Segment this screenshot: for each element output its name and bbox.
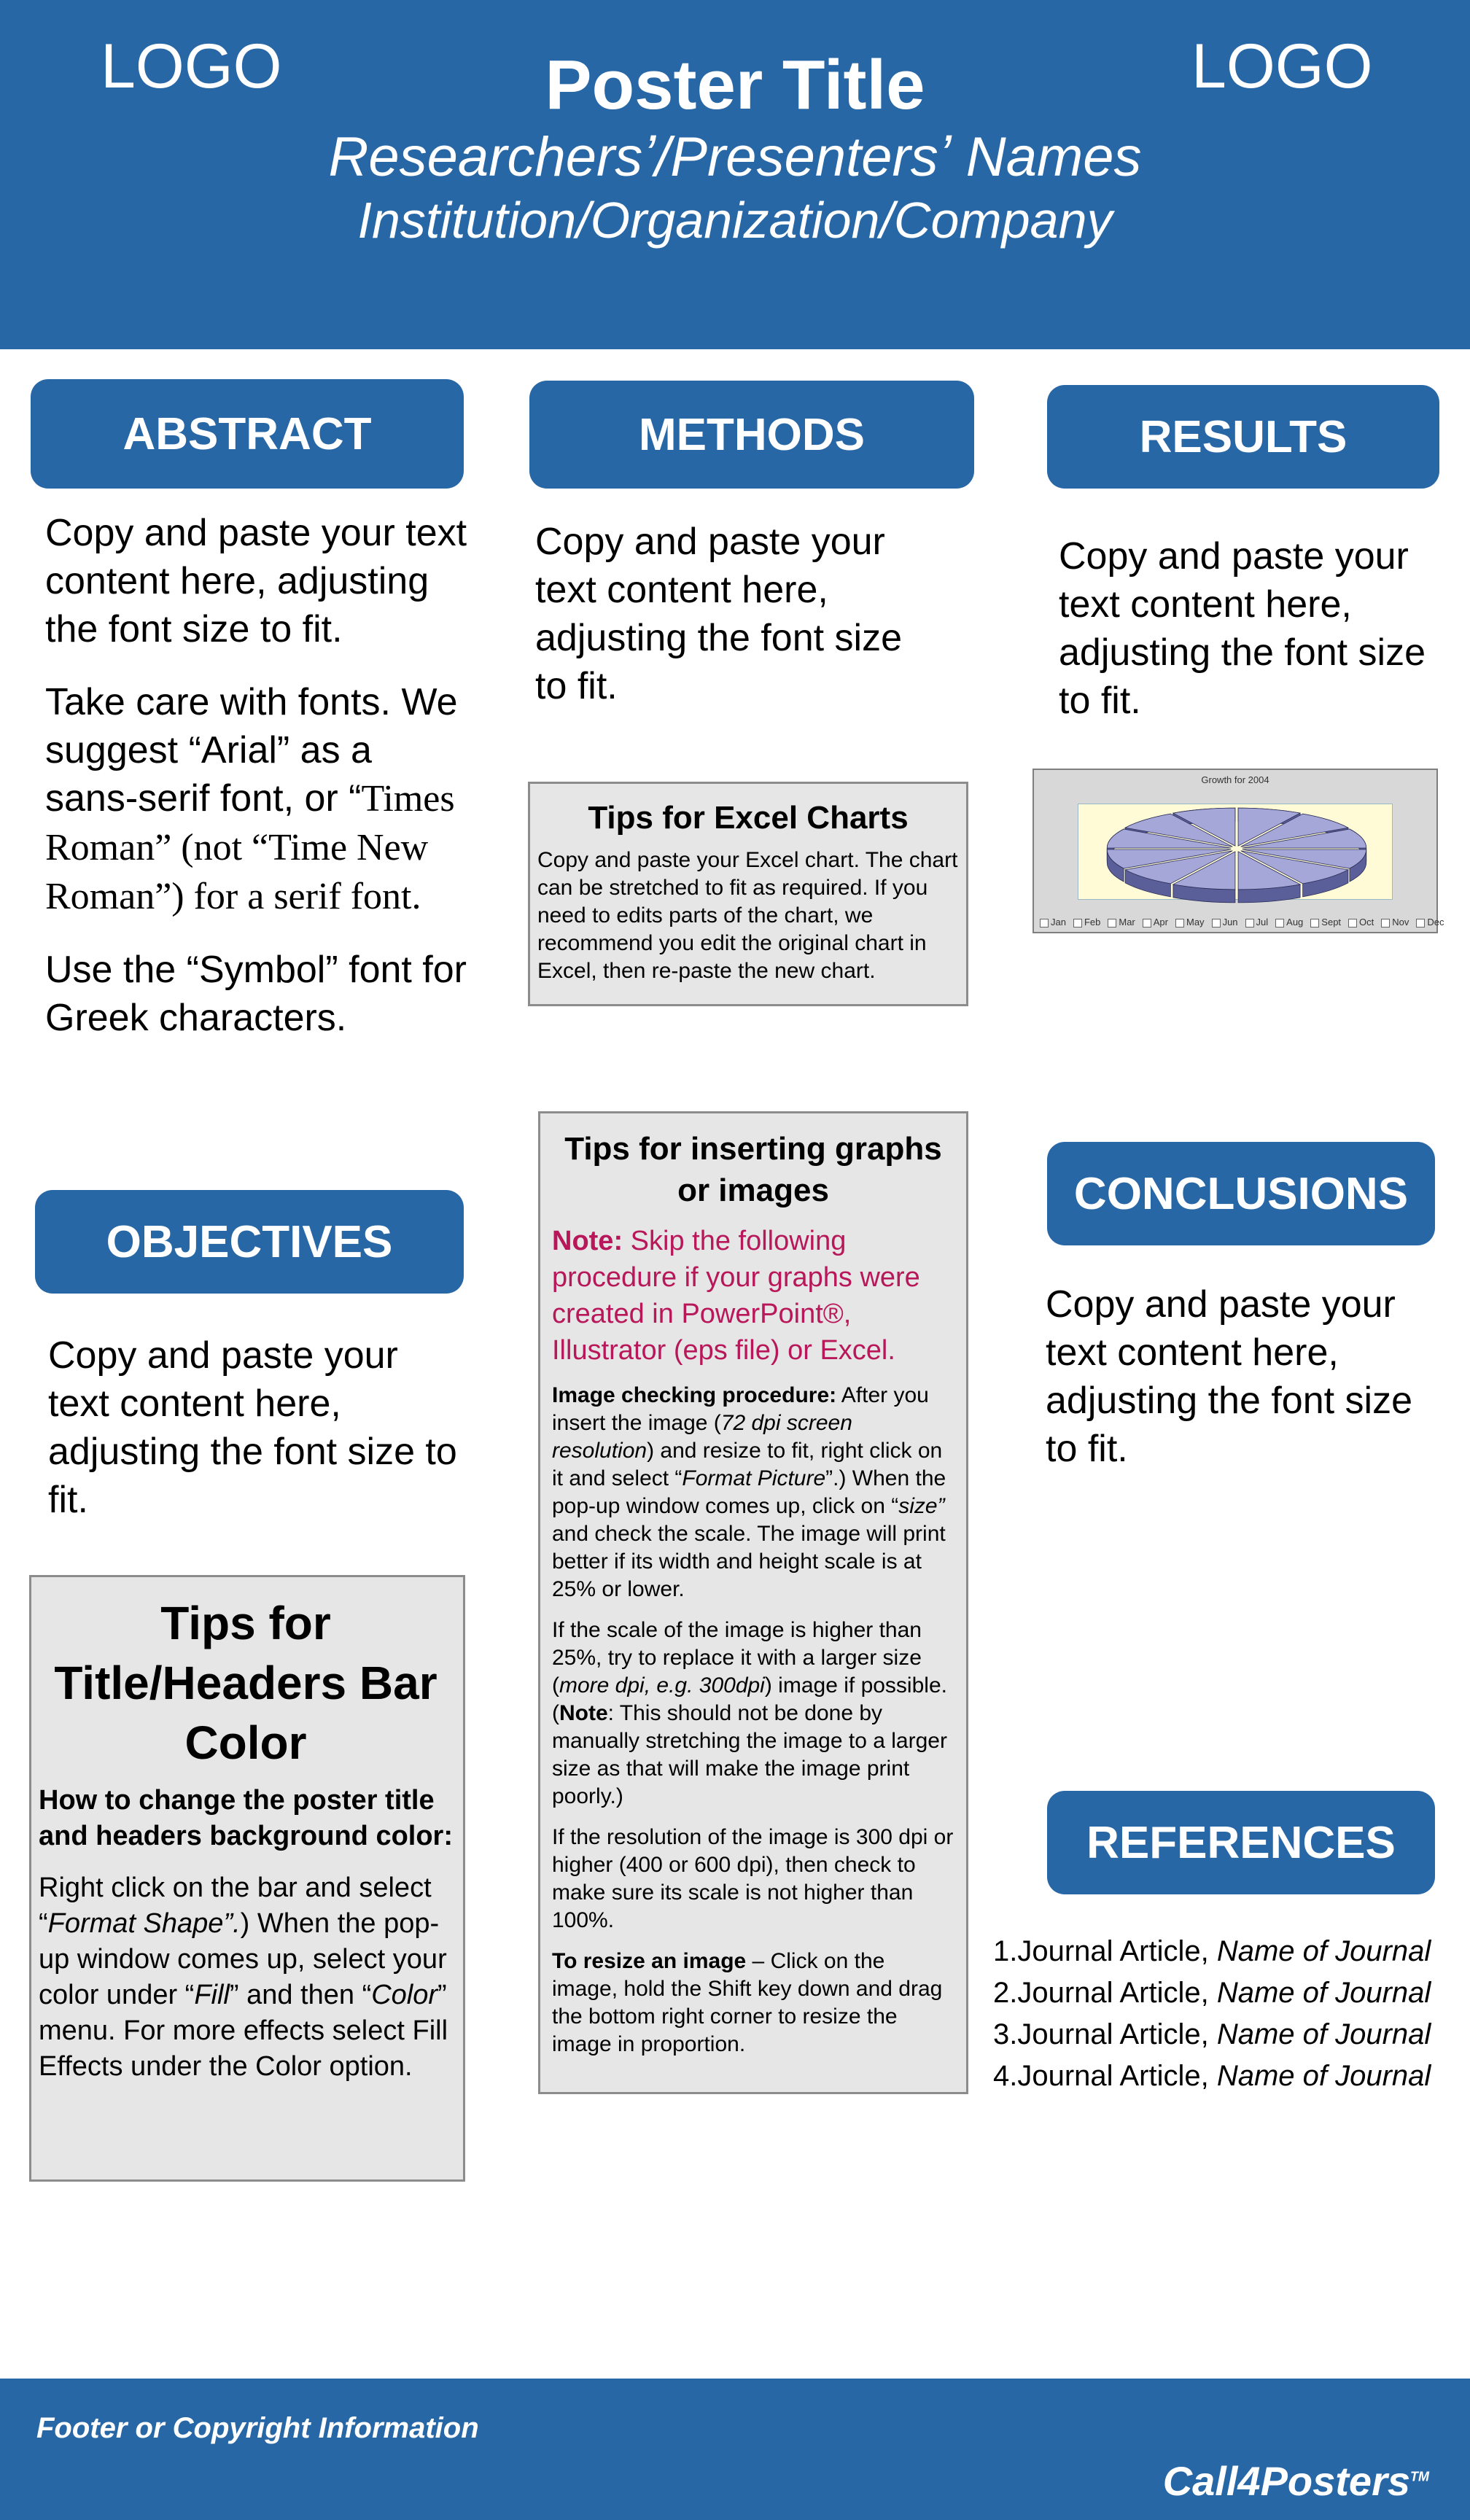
- legend-swatch: [1275, 919, 1284, 928]
- reference-text: Journal Article,: [1017, 2060, 1217, 2092]
- tip-text: After you insert the image (: [552, 1383, 929, 1435]
- poster-institution: Institution/Organization/Company: [357, 192, 1113, 249]
- references-list: [993, 1931, 1460, 2097]
- reference-text: Journal Article,: [1017, 1935, 1217, 1967]
- tip-text: ) When the pop-up window comes up, select your color under “: [39, 1908, 447, 2010]
- reference-number: 1.: [993, 1935, 1018, 1967]
- brand-name: Call4Posters: [1162, 2458, 1410, 2504]
- legend-label: May: [1186, 917, 1205, 928]
- tips-images-heading: Tips for inserting graphs or images: [564, 1131, 942, 1208]
- references-heading: REFERENCES: [1047, 1791, 1435, 1894]
- legend-swatch: [1108, 919, 1116, 928]
- methods-paragraph: Copy and paste your text content here, adjusting the font size to fit.: [535, 521, 902, 707]
- legend-label: Mar: [1119, 917, 1135, 928]
- objectives-paragraph: Copy and paste your text content here, adjusting the font size to fit.: [48, 1334, 457, 1521]
- legend-label: Jan: [1051, 917, 1066, 928]
- tip-text: ”.) When the pop-up window comes up, click on “: [552, 1466, 946, 1518]
- abstract-symbol-paragraph: Use the “Symbol” font for Greek characters.: [45, 949, 467, 1039]
- conclusions-paragraph: Copy and paste your text content here, adjusting the font size to fit.: [1046, 1283, 1412, 1470]
- abstract-font-text: Take care with fonts. We suggest “Arial” as a sans-serif font, or “: [45, 681, 458, 820]
- legend-item: [1381, 917, 1409, 928]
- tips-images-paragraph: [552, 1382, 954, 1603]
- brand-logo: [1163, 2457, 1429, 2505]
- legend-item: [1275, 917, 1303, 928]
- abstract-font-paragraph: [45, 678, 468, 921]
- legend-label: Apr: [1153, 917, 1168, 928]
- tips-title-bar-box: [29, 1575, 465, 2182]
- tip-text-italic: Color: [371, 1980, 438, 2010]
- tips-excel-heading: Tips for Excel Charts: [588, 800, 909, 836]
- tips-images-paragraph: [552, 1948, 954, 2058]
- reference-text: Journal Article,: [1017, 1977, 1217, 2009]
- tip-text-italic: Format Picture: [682, 1466, 826, 1490]
- pie-chart: [1034, 770, 1439, 935]
- legend-swatch: [1245, 919, 1254, 928]
- conclusions-heading: CONCLUSIONS: [1047, 1142, 1435, 1245]
- legend-swatch: [1416, 919, 1425, 928]
- tip-text: : This should not be done by manually stretching the image to a larger size as that will make the image print poorly.): [552, 1701, 947, 1808]
- tip-text: ” and then “: [229, 1980, 372, 2010]
- reference-text: Journal Article,: [1017, 2018, 1217, 2050]
- tip-text-italic: 72 dpi screen resolution: [552, 1411, 852, 1463]
- reference-item: [993, 2056, 1460, 2097]
- reference-number: 2.: [993, 1977, 1018, 2009]
- legend-label: Oct: [1359, 917, 1374, 928]
- tip-text: and check the scale. The image will print better if its width and height scale is at 25% or lower.: [552, 1522, 946, 1601]
- legend-item: [1212, 917, 1238, 928]
- chart-legend: [1040, 916, 1444, 929]
- note-text: Skip the following procedure if your graphs were created in PowerPoint®, Illustrator (eps file) or Excel.: [552, 1226, 920, 1366]
- note-label: Note:: [552, 1226, 623, 1256]
- methods-heading: METHODS: [529, 381, 974, 489]
- tip-text-italic: Format Shape”.: [47, 1908, 241, 1939]
- tip-text: ) and resize to fit, right click on it and select “: [552, 1439, 943, 1490]
- legend-swatch: [1212, 919, 1221, 928]
- tips-images-box: [538, 1111, 968, 2094]
- legend-item: [1040, 917, 1066, 928]
- conclusions-body: [1046, 1280, 1454, 1498]
- tip-text: ) image if possible. (: [552, 1673, 947, 1725]
- legend-item: [1310, 917, 1341, 928]
- tips-images-paragraph: If the resolution of the image is 300 dpi or higher (400 or 600 dpi), then check to make sure its scale is not higher than 100%.: [552, 1825, 954, 1932]
- tips-excel-box: [528, 782, 968, 1006]
- legend-label: Sept: [1321, 917, 1342, 928]
- legend-item: [1245, 917, 1269, 928]
- objectives-body: [48, 1331, 465, 1549]
- legend-item: [1175, 917, 1205, 928]
- tips-images-body: [552, 1382, 954, 2058]
- reference-number: 3.: [993, 2018, 1018, 2050]
- tip-text: Right click on the bar and select “: [39, 1872, 432, 1939]
- legend-swatch: [1348, 919, 1357, 928]
- tip-text: ” menu. For more effects select Fill Effects under the Color option.: [39, 1980, 448, 2082]
- legend-item: [1108, 917, 1135, 928]
- legend-label: Nov: [1392, 917, 1409, 928]
- tip-text-italic: Fill: [194, 1980, 230, 2010]
- abstract-heading: ABSTRACT: [31, 379, 464, 489]
- objectives-heading: OBJECTIVES: [35, 1190, 464, 1294]
- results-heading: RESULTS: [1047, 385, 1439, 489]
- tips-excel-body: Copy and paste your Excel chart. The chart can be stretched to fit as required. If you need to edits parts of the chart, we recommend you edit the original chart in Excel, then re-paste the new chart.: [537, 848, 958, 983]
- legend-swatch: [1310, 919, 1319, 928]
- tips-title-bar-subtitle: How to change the poster title and headers background color:: [39, 1785, 453, 1851]
- chart-title: Growth for 2004: [1201, 774, 1269, 785]
- abstract-paragraph: Copy and paste your text content here, adjusting the font size to fit.: [45, 512, 467, 650]
- results-chart: [1032, 769, 1444, 933]
- tip-text: – Click on the image, hold the Shift key down and drag the bottom right corner to resize the image in proportion.: [552, 1949, 943, 2056]
- brand-trademark: TM: [1410, 2469, 1429, 2484]
- tips-images-note: [552, 1223, 954, 1369]
- legend-label: Jun: [1222, 917, 1238, 928]
- legend-label: Dec: [1427, 917, 1444, 928]
- legend-swatch: [1381, 919, 1390, 928]
- tip-text-italic: size”: [898, 1494, 945, 1518]
- legend-item: [1416, 917, 1444, 928]
- footer-copyright: Footer or Copyright Information: [36, 2412, 479, 2444]
- legend-item: [1143, 917, 1168, 928]
- reference-item: [993, 2014, 1460, 2056]
- tip-label: Image checking procedure:: [552, 1383, 837, 1407]
- results-paragraph: Copy and paste your text content here, adjusting the font size to fit.: [1059, 535, 1426, 722]
- results-body: [1059, 532, 1464, 750]
- legend-item: [1073, 917, 1100, 928]
- tip-text: If the scale of the image is higher than 25%, try to replace it with a larger size (: [552, 1618, 922, 1698]
- tips-title-bar-heading: Tips for Title/Headers Bar Color: [54, 1597, 438, 1769]
- abstract-body: [45, 509, 468, 1067]
- legend-swatch: [1040, 919, 1049, 928]
- logo-left: LOGO: [101, 31, 282, 101]
- reference-journal: Name of Journal: [1216, 1977, 1431, 2009]
- methods-body: [535, 518, 944, 735]
- legend-label: Aug: [1286, 917, 1304, 928]
- abstract-serif-text: Times Roman” (not “Time New Roman”) for a serif font.: [45, 778, 455, 917]
- reference-journal: Name of Journal: [1216, 1935, 1431, 1967]
- legend-item: [1348, 917, 1374, 928]
- reference-number: 4.: [993, 2060, 1018, 2092]
- tips-title-bar-body: [39, 1870, 453, 2085]
- legend-swatch: [1175, 919, 1184, 928]
- tip-label: To resize an image: [552, 1949, 747, 1973]
- legend-label: Jul: [1256, 917, 1269, 928]
- legend-swatch: [1143, 919, 1151, 928]
- legend-label: Feb: [1084, 917, 1101, 928]
- reference-journal: Name of Journal: [1216, 2060, 1431, 2092]
- poster-authors: Researchersʼ/Presentersʼ Names: [328, 126, 1142, 188]
- logo-right: LOGO: [1191, 31, 1373, 101]
- tip-label: Note: [559, 1701, 608, 1725]
- reference-journal: Name of Journal: [1216, 2018, 1431, 2050]
- reference-item: [993, 1931, 1460, 1972]
- legend-swatch: [1073, 919, 1082, 928]
- poster-title: Poster Title: [545, 46, 925, 124]
- tips-images-paragraph: [552, 1617, 954, 1811]
- reference-item: [993, 1972, 1460, 2014]
- tip-text-italic: more dpi, e.g. 300dpi: [559, 1673, 765, 1698]
